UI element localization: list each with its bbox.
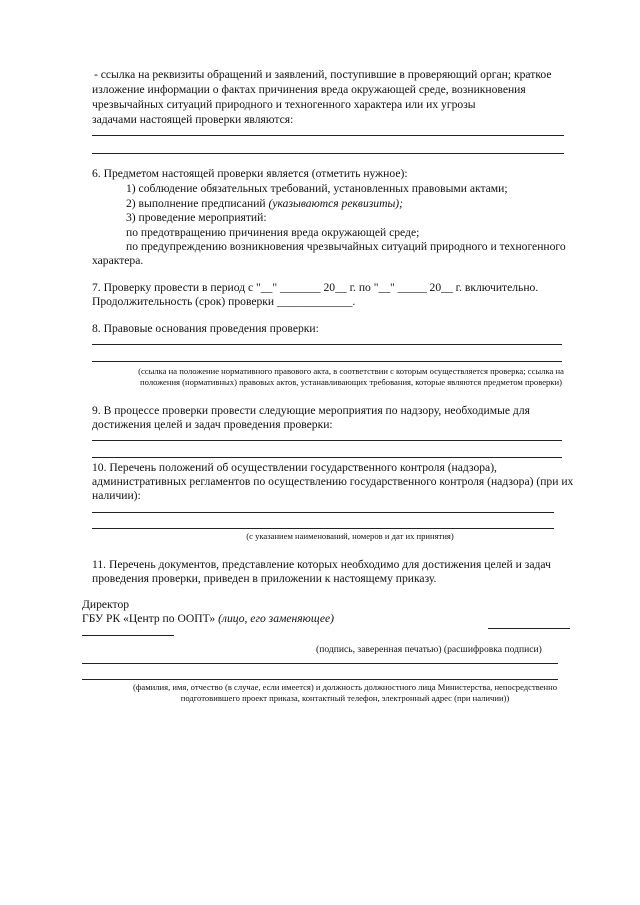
section-8-title: 8. Правовые основания проведения проверки:: [92, 322, 319, 335]
intro-line-2: изложение информации о фактах причинения вреда окружающей среде, возникновения: [92, 83, 526, 96]
section-9-line-1: 9. В процессе проверки провести следующие мероприятия по надзору, необходимые для: [92, 404, 530, 417]
signature-note: (подпись, заверенная печатью) (расшифровка подписи): [316, 644, 542, 655]
fill-line: [92, 512, 554, 513]
signature-line: [488, 628, 570, 629]
section-7-duration: Продолжительность (срок) проверки _____________.: [92, 295, 356, 308]
section-11-line-2: проведения проверки, приведен в приложении к настоящему приказу.: [92, 572, 437, 585]
section-10-note: (с указанием наименований, номеров и дат их принятия): [246, 531, 454, 541]
fill-line: [92, 528, 554, 529]
section-8-note-2: положения (нормативных) правовых актов, устанавливающих требования, которые являются предметом проверки): [140, 377, 562, 387]
section-10-line-1: 10. Перечень положений об осуществлении государственного контроля (надзора),: [92, 461, 497, 474]
section-8-note-1: (ссылка на положение нормативного правового акта, в соответствии с которым осуществляется проверка; ссылка на: [138, 366, 564, 376]
section-7-period: 7. Проверку провести в период с "__" _______ 20__ г. по "__" _____ 20__ г. включительно.: [92, 281, 539, 294]
fill-line: [92, 361, 562, 362]
footer-note-1: (фамилия, имя, отчество (в случае, если имеется) и должность должностного лица Министерства, непосредственно: [132, 682, 558, 692]
section-9-line-2: достижения целей и задач проведения проверки:: [92, 418, 333, 431]
signature-line: [82, 635, 174, 636]
fill-line: [92, 457, 562, 458]
section-11-line-1: 11. Перечень документов, представление которых необходимо для достижения целей и задач: [92, 558, 551, 571]
intro-line-3: чрезвычайных ситуаций природного и техногенного характера или их угрозы: [92, 98, 476, 111]
intro-line-1: - ссылка на реквизиты обращений и заявлений, поступившие в проверяющий орган; краткое: [94, 68, 552, 81]
section-6-title: 6. Предметом настоящей проверки является (отметить нужное):: [92, 167, 408, 180]
fill-line: [82, 679, 558, 680]
section-6-option-3b: по предупреждению возникновения чрезвычайных ситуаций природного и техногенного: [126, 240, 566, 253]
intro-line-4: задачами настоящей проверки являются:: [92, 113, 294, 126]
signature-org: ГБУ РК «Центр по ООПТ» (лицо, его заменяющее): [82, 612, 335, 625]
fill-line: [92, 440, 562, 441]
section-6-option-3: 3) проведение мероприятий:: [126, 211, 267, 224]
section-10-line-2: административных регламентов по осуществлению государственного контроля (надзора) (при их: [92, 475, 574, 488]
fill-line: [92, 344, 562, 345]
section-6-option-1: 1) соблюдение обязательных требований, установленных правовыми актами;: [126, 182, 508, 195]
signature-title: Директор: [82, 598, 130, 611]
section-6-option-2: 2) выполнение предписаний (указываются реквизиты);: [126, 197, 404, 210]
footer-note-2: подготовившего проект приказа, контактный телефон, электронный адрес (при наличии)): [180, 693, 510, 703]
section-10-line-3: наличии):: [92, 489, 141, 502]
section-6-option-3c: характера.: [92, 254, 144, 267]
section-6-option-3a: по предотвращению причинения вреда окружающей среде;: [126, 226, 420, 239]
fill-line: [92, 153, 564, 154]
fill-line: [92, 135, 564, 136]
fill-line: [82, 663, 558, 664]
